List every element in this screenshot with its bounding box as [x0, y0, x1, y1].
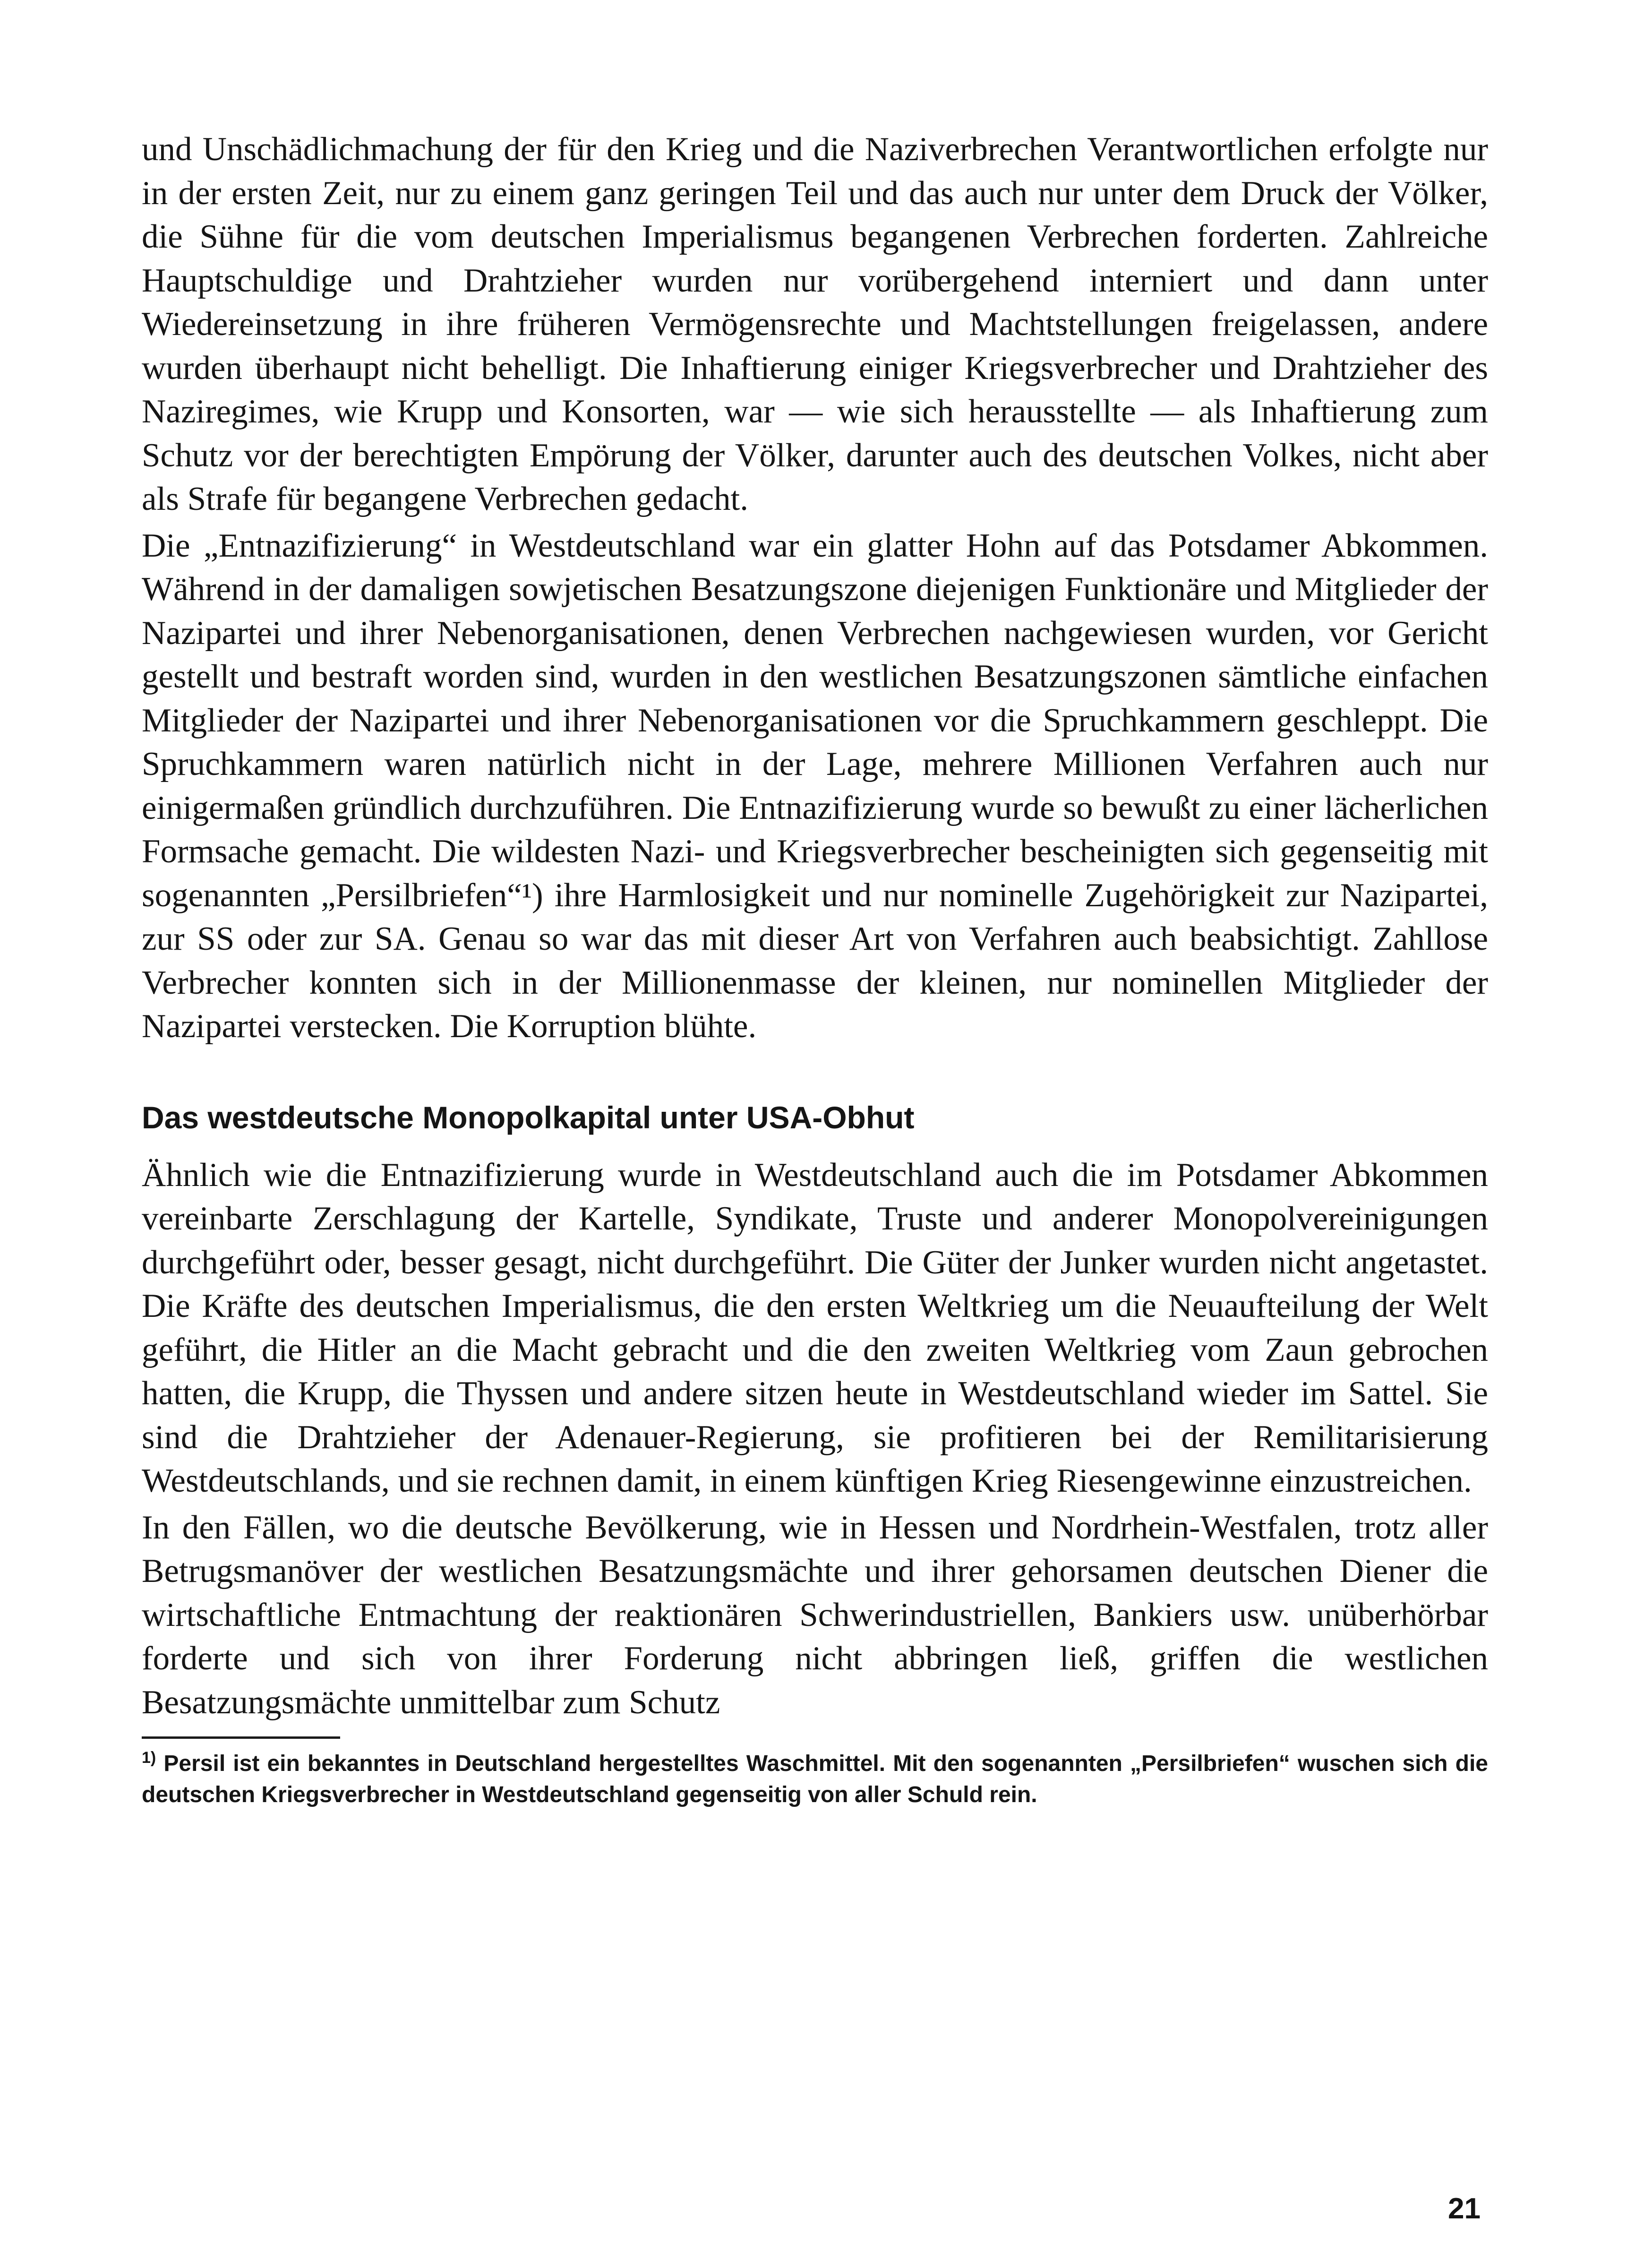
footnote-divider	[142, 1736, 340, 1739]
page-number: 21	[1448, 2192, 1481, 2225]
paragraph-2: Die „Entnazifizierung“ in Westdeutschland war ein glatter Hohn auf das Potsdamer Abkommen. Während in der damaligen sowjetischen Besatzungszone diejenigen Funktionäre und Mitglieder der Nazipartei und ihrer Nebenorganisationen, denen Verbrechen nachgewiesen wurden, vor Gericht gestellt und bestraft worden sind, wurden in den westlichen Besatzungszonen sämtliche einfachen Mitglieder der Nazipartei und ihrer Nebenorganisationen vor die Spruchkammern geschleppt. Die Spruchkammern waren natürlich nicht in der Lage, mehrere Millionen Verfahren auch nur einigermaßen gründlich durchzuführen. Die Entnazifizierung wurde so bewußt zu einer lächerlichen Formsache gemacht. Die wildesten Nazi- und Kriegsverbrecher bescheinigten sich gegenseitig mit sogenannten „Persilbriefen“¹) ihre Harmlosigkeit und nur nominelle Zugehörigkeit zur Nazipartei, zur SS oder zur SA. Genau so war das mit dieser Art von Verfahren auch beabsichtigt. Zahllose Verbrecher konnten sich in der Millionenmasse der kleinen, nur nominellen Mitglieder der Nazipartei verstecken. Die Korruption blühte.	[142, 527, 1488, 1045]
footnote-text: Persil ist ein bekanntes in Deutschland hergestelltes Waschmittel. Mit den sogenannten „Persilbriefen“ wuschen sich die deutschen Kriegsverbrecher in Westdeutschland gegenseitig von aller Schuld rein.	[142, 1751, 1489, 1807]
footnote	[142, 1748, 1488, 1811]
paragraph-1: und Unschädlichmachung der für den Krieg und die Naziverbrechen Verantwortlichen erfolgte nur in der ersten Zeit, nur zu einem ganz geringen Teil und das auch nur unter dem Druck der Völker, die Sühne für die vom deutschen Imperialismus begangenen Verbrechen forderten. Zahlreiche Hauptschuldige und Drahtzieher wurden nur vorübergehend interniert und dann unter Wiedereinsetzung in ihre früheren Vermögensrechte und Machtstellungen freigelassen, andere wurden überhaupt nicht behelligt. Die Inhaftierung einiger Kriegsverbrecher und Drahtzieher des Naziregimes, wie Krupp und Konsorten, war — wie sich herausstellte — als Inhaftierung zum Schutz vor der berechtigten Empörung der Völker, darunter auch des deutschen Volkes, nicht aber als Strafe für begangene Verbrechen gedacht.	[142, 131, 1488, 517]
paragraph-3: Ähnlich wie die Entnazifizierung wurde in Westdeutschland auch die im Potsdamer Abkommen vereinbarte Zerschlagung der Kartelle, Syndikate, Truste und anderer Monopolvereinigungen durchgeführt oder, besser gesagt, nicht durchgeführt. Die Güter der Junker wurden nicht angetastet. Die Kräfte des deutschen Imperialismus, die den ersten Weltkrieg um die Neuaufteilung der Welt geführt, die Hitler an die Macht gebracht und die den zweiten Weltkrieg vom Zaun gebrochen hatten, die Krupp, die Thyssen und andere sitzen heute in Westdeutschland wieder im Sattel. Sie sind die Drahtzieher der Adenauer-Regierung, sie profitieren bei der Remilitarisierung Westdeutschlands, und sie rechnen damit, in einem künftigen Krieg Riesengewinne einzustreichen.	[142, 1156, 1488, 1499]
paragraph-4: In den Fällen, wo die deutsche Bevölkerung, wie in Hessen und Nordrhein-Westfalen, trotz aller Betrugsmanöver der westlichen Besatzungsmächte und ihrer gehorsamen deutschen Diener die wirtschaftliche Entmachtung der reaktionären Schwerindustriellen, Bankiers usw. unüberhörbar forderte und sich von ihrer Forderung nicht abbringen ließ, griffen die westlichen Besatzungsmächte unmittelbar zum Schutz	[142, 1509, 1488, 1721]
section-heading: Das westdeutsche Monopolkapital unter USA-Obhut	[142, 1100, 915, 1135]
page-body	[142, 128, 1488, 1811]
footnote-marker: 1)	[142, 1749, 156, 1767]
